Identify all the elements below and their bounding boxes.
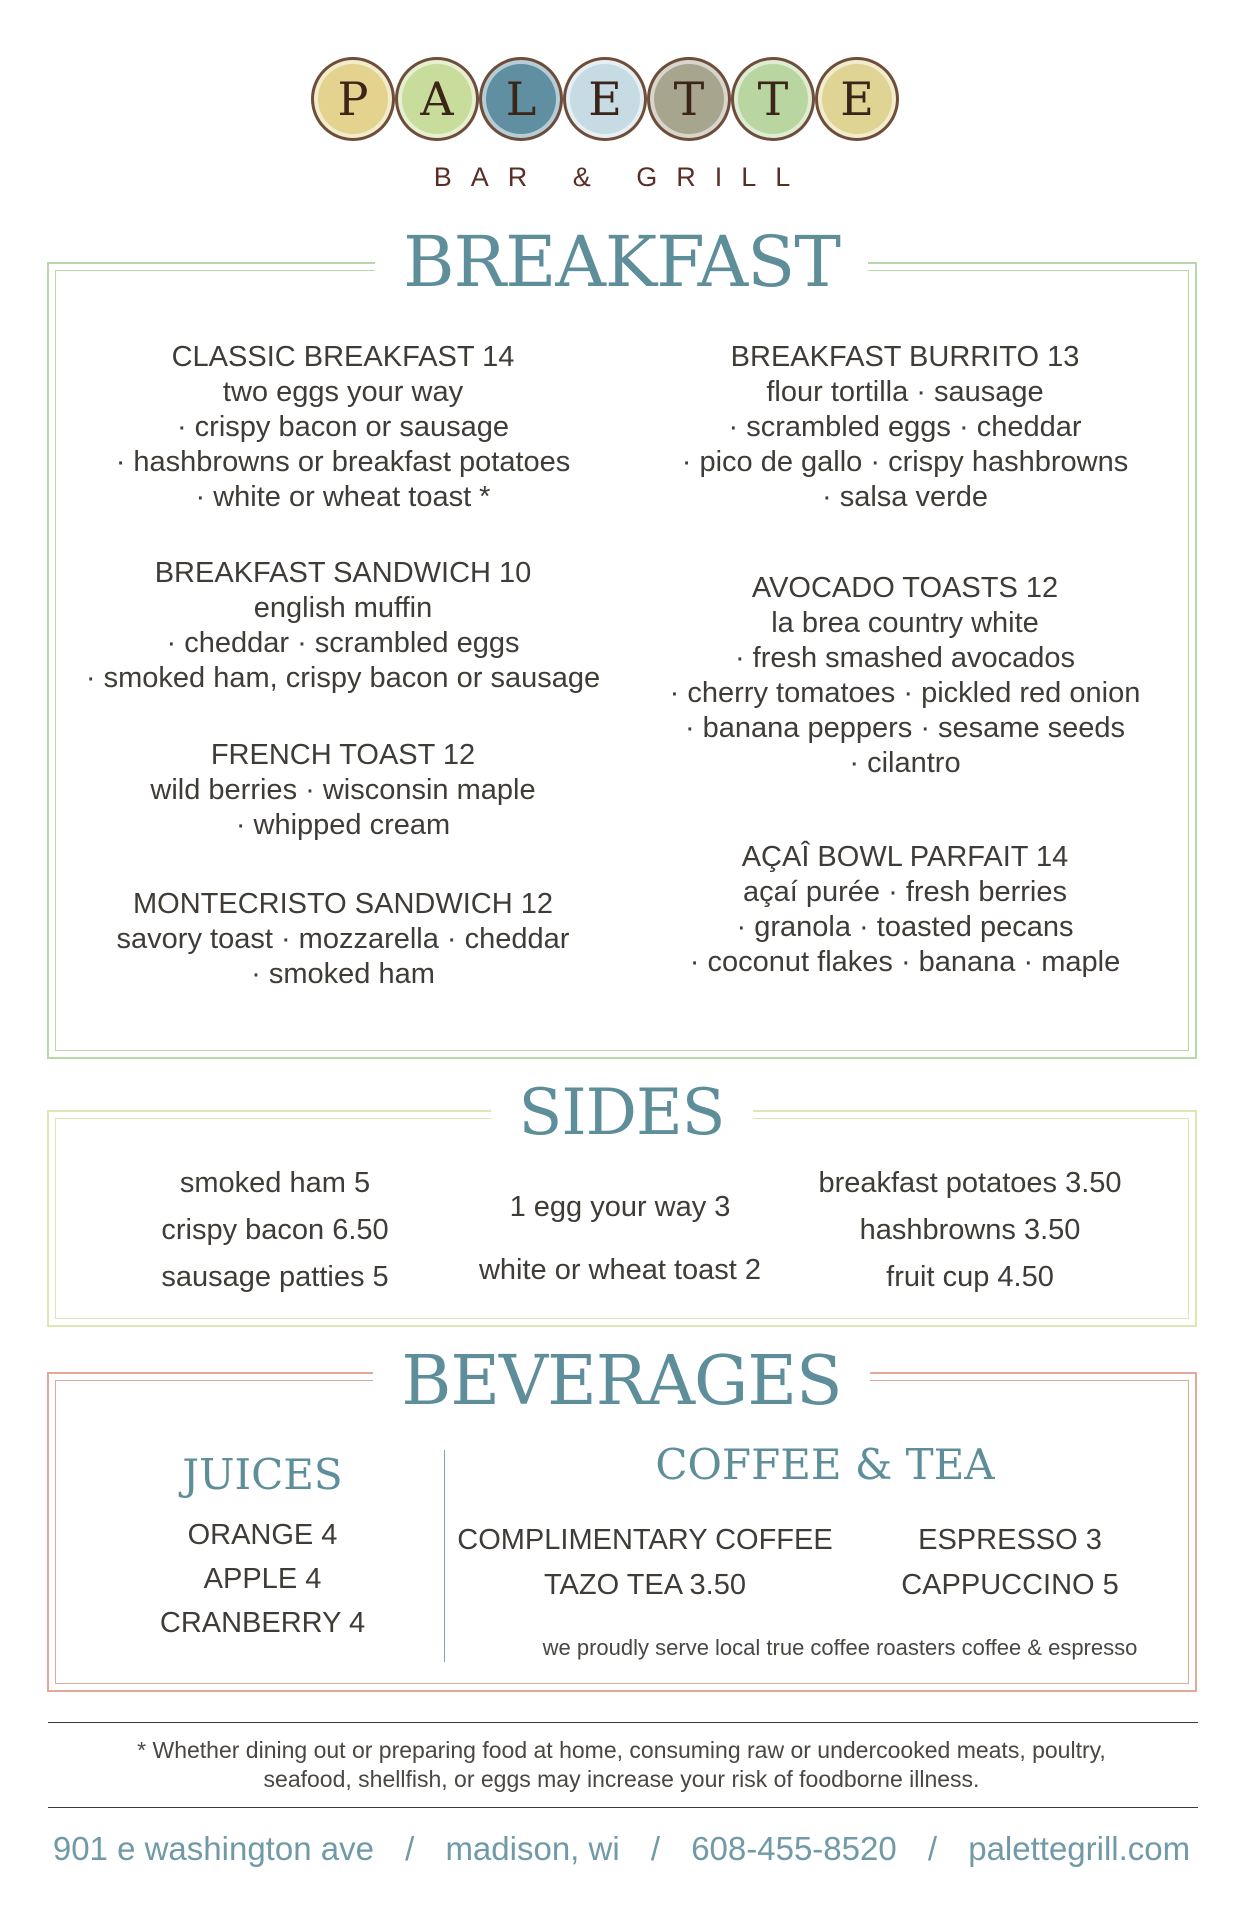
beverage-divider [444, 1450, 445, 1662]
sides-col-3 [800, 1160, 1140, 1301]
juice-item: ORANGE 4 [187, 1519, 338, 1551]
logo-letter-t2: T [731, 57, 815, 141]
beverages-heading: BEVERAGES [0, 1343, 1243, 1421]
phone[interactable]: 608-455-8520 [691, 1830, 897, 1867]
juice-item: CRANBERRY 4 [159, 1607, 366, 1639]
side-item: sausage patties 5 [161, 1261, 389, 1293]
separator: / [405, 1830, 415, 1867]
side-item: hashbrowns 3.50 [859, 1214, 1081, 1246]
website-link[interactable]: palettegrill.com [968, 1830, 1191, 1867]
juices-list [110, 1513, 415, 1645]
logo-letter-l: L [479, 57, 563, 141]
juice-item: APPLE 4 [203, 1563, 322, 1595]
disclaimer-line: * Whether dining out or preparing food at home, consuming raw or undercooked meats, poultry, [137, 1737, 1106, 1763]
coffee-tea-heading: COFFEE & TEA [655, 1440, 995, 1489]
side-item: breakfast potatoes 3.50 [818, 1167, 1122, 1199]
bottom-rule [48, 1807, 1198, 1808]
coffee-col-2 [860, 1518, 1160, 1608]
disclaimer [0, 1736, 1243, 1794]
side-item: white or wheat toast 2 [478, 1254, 762, 1286]
side-item: crispy bacon 6.50 [161, 1214, 389, 1246]
menu-item: BREAKFAST BURRITO 13 flour tortilla · sausage · scrambled eggs · cheddar · pico de gallo · crispy hashbrowns · salsa verde [681, 341, 1129, 513]
menu-item: BREAKFAST SANDWICH 10 english muffin · cheddar · scrambled eggs · smoked ham, crispy bacon or sausage [85, 557, 601, 694]
logo-letter-p: P [311, 57, 395, 141]
juices-heading: JUICES [182, 1450, 343, 1499]
logo-letter-e: E [563, 57, 647, 141]
side-item: fruit cup 4.50 [886, 1261, 1054, 1293]
logo-letter-e2: E [815, 57, 899, 141]
city: madison, wi [445, 1830, 620, 1867]
menu-item: AVOCADO TOASTS 12 la brea country white · fresh smashed avocados · cherry tomatoes · pickled red onion · banana peppers · sesame seeds · cilantro [669, 572, 1141, 779]
logo-letter-t: T [647, 57, 731, 141]
menu-item: MONTECRISTO SANDWICH 12 savory toast · mozzarella · cheddar · smoked ham [116, 888, 570, 990]
logo-subtitle: BAR & GRILL [433, 162, 810, 192]
breakfast-heading: BREAKFAST [0, 222, 1243, 302]
address: 901 e washington ave [52, 1830, 374, 1867]
separator: / [927, 1830, 938, 1867]
menu-item: CLASSIC BREAKFAST 14 two eggs your way · crispy bacon or sausage · hashbrowns or breakfast potatoes · white or wheat toast * [115, 341, 571, 513]
menu-item: AÇAÎ BOWL PARFAIT 14 açaí purée · fresh berries · granola · toasted pecans · coconut flakes · banana · maple [689, 841, 1121, 978]
side-item: 1 egg your way 3 [509, 1191, 731, 1223]
top-rule [48, 1722, 1198, 1723]
side-item: smoked ham 5 [179, 1167, 371, 1199]
disclaimer-line: seafood, shellfish, or eggs may increase your risk of foodborne illness. [263, 1766, 980, 1792]
sides-heading: SIDES [0, 1077, 1243, 1149]
separator: / [650, 1830, 661, 1867]
coffee-item: ESPRESSO 3 [918, 1524, 1102, 1556]
sides-col-2 [450, 1176, 790, 1302]
coffee-item: TAZO TEA 3.50 [543, 1569, 746, 1601]
logo-letter-a: A [395, 57, 479, 141]
coffee-item: COMPLIMENTARY COFFEE [457, 1524, 833, 1556]
coffee-note: we proudly serve local true coffee roasters coffee & espresso [542, 1635, 1138, 1660]
sides-col-1 [110, 1160, 440, 1301]
footer-contact [0, 1830, 1243, 1868]
menu-item: FRENCH TOAST 12 wild berries · wisconsin maple · whipped cream [150, 739, 536, 841]
logo [311, 52, 931, 148]
coffee-item: CAPPUCCINO 5 [901, 1569, 1119, 1601]
coffee-col-1 [455, 1518, 835, 1608]
